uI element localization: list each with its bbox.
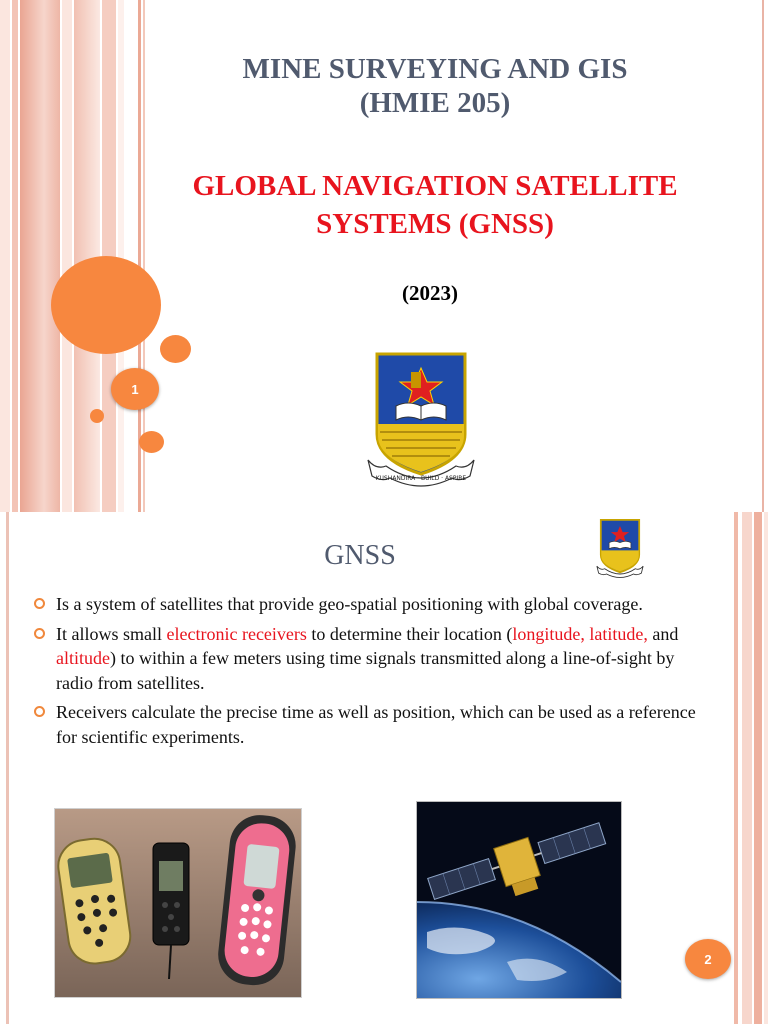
lecture-title-line1: GLOBAL NAVIGATION SATELLITE (192, 170, 678, 202)
bullet-text: Is a system of satellites that provide geo-spatial positioning with global coverage. (56, 594, 643, 614)
gps-devices-image (55, 809, 301, 997)
highlight-altitude: altitude (56, 648, 110, 668)
decorative-stripes (0, 0, 146, 512)
slide-2 (0, 512, 768, 1024)
highlight-longitude-latitude: longitude, latitude, (512, 623, 648, 644)
bullet-item (34, 592, 714, 617)
lecture-title-line2: SYSTEMS (GNSS) (316, 208, 554, 240)
gps-receivers-photo (54, 808, 302, 998)
slide-title: GNSS (324, 540, 396, 571)
bullet-circle-icon (34, 598, 45, 609)
decorative-stripes-right (734, 512, 768, 1024)
bullet-item (34, 622, 714, 696)
right-border-line (762, 0, 764, 512)
crest-motto: KUSHANDIRA · BUILD · ASPIRE (375, 475, 467, 482)
bullet-text-part: It allows small (56, 623, 167, 644)
university-crest-small (596, 514, 644, 586)
bullet-text: Receivers calculate the precise time as well as position, which can be used as a reference for scientific experiments. (56, 702, 696, 747)
bullet-list (34, 592, 714, 754)
bullet-text-part: to determine their location ( (306, 623, 513, 644)
course-code: (HMIE 205) (359, 87, 511, 119)
slide-number-badge: 2 (685, 939, 731, 979)
year-label: (2023) (402, 281, 458, 305)
university-crest-logo (366, 352, 476, 494)
course-title-line1: MINE SURVEYING AND GIS (242, 53, 628, 85)
left-border-line (6, 512, 9, 1024)
lecture-title (150, 167, 720, 243)
slide-number-badge: 1 (111, 368, 159, 410)
tiny-orange-circle (90, 409, 104, 423)
small-orange-circle (160, 335, 191, 363)
bullet-text-part: ) to within a few meters using time signals transmitted along a line-of-sight by radio from satellites. (56, 648, 675, 693)
course-title (150, 52, 720, 120)
bullet-item (34, 700, 714, 749)
highlight-electronic-receivers: electronic receivers (166, 623, 307, 644)
bullet-text-part: and (647, 623, 679, 644)
large-orange-circle (51, 256, 161, 354)
small-orange-circle-bottom (139, 431, 164, 453)
satellite-image (417, 802, 621, 998)
bullet-circle-icon (34, 628, 45, 639)
bullet-circle-icon (34, 706, 45, 717)
satellite-photo (416, 801, 622, 999)
